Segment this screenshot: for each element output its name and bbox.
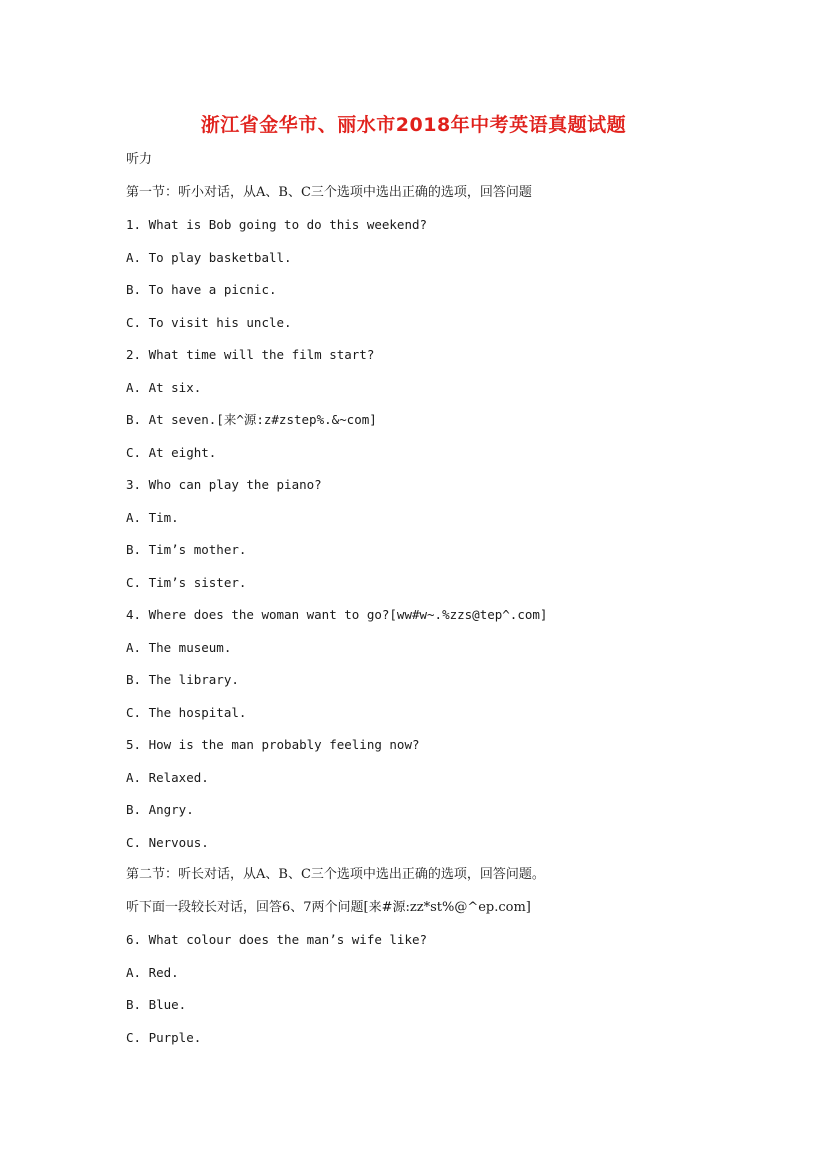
q4-option-c: C. The hospital. xyxy=(126,704,247,720)
q6-option-b: B. Blue. xyxy=(126,997,187,1012)
question-list xyxy=(126,150,766,1060)
q1-option-c: C. To visit his uncle. xyxy=(126,314,292,330)
question-4: 4. Where does the woman want to go?[ww#w~.%zzs@tep^.com] xyxy=(126,607,548,622)
section-1-instructions: 第一节：听小对话，从A、B、C三个选项中选出正确的选项，回答问题 xyxy=(126,184,532,200)
q2-option-a: A. At six. xyxy=(126,379,202,395)
q3-option-c: C. Tim’s sister. xyxy=(126,574,247,590)
dialogue-instructions: 听下面一段较长对话，回答6、7两个问题[来#源:zz*st%@^ep.com] xyxy=(126,899,531,915)
question-2: 2. What time will the film start? xyxy=(126,347,375,362)
q1-option-a: A. To play basketball. xyxy=(126,249,292,265)
q3-option-b: B. Tim’s mother. xyxy=(126,542,247,557)
q4-option-b: B. The library. xyxy=(126,672,239,687)
section-2-instructions: 第二节：听长对话，从A、B、C三个选项中选出正确的选项，回答问题。 xyxy=(126,867,545,882)
section-heading-listening: 听力 xyxy=(126,152,153,167)
q2-option-c: C. At eight. xyxy=(126,444,217,460)
q1-option-b: B. To have a picnic. xyxy=(126,282,277,297)
q2-option-b: B. At seven.[来^源:z#zstep%.&~com] xyxy=(126,412,377,427)
q5-option-b: B. Angry. xyxy=(126,802,194,817)
question-5: 5. How is the man probably feeling now? xyxy=(126,737,420,752)
page-title: 浙江省金华市、丽水市2018年中考英语真题试题 xyxy=(200,114,627,136)
q4-option-a: A. The museum. xyxy=(126,639,232,655)
question-3: 3. Who can play the piano? xyxy=(126,477,322,492)
question-1: 1. What is Bob going to do this weekend? xyxy=(126,217,428,232)
question-6: 6. What colour does the man’s wife like? xyxy=(126,932,428,947)
q3-option-a: A. Tim. xyxy=(126,509,179,525)
q5-option-a: A. Relaxed. xyxy=(126,769,209,785)
q6-option-a: A. Red. xyxy=(126,964,179,980)
q5-option-c: C. Nervous. xyxy=(126,834,209,850)
q6-option-c: C. Purple. xyxy=(126,1029,202,1045)
